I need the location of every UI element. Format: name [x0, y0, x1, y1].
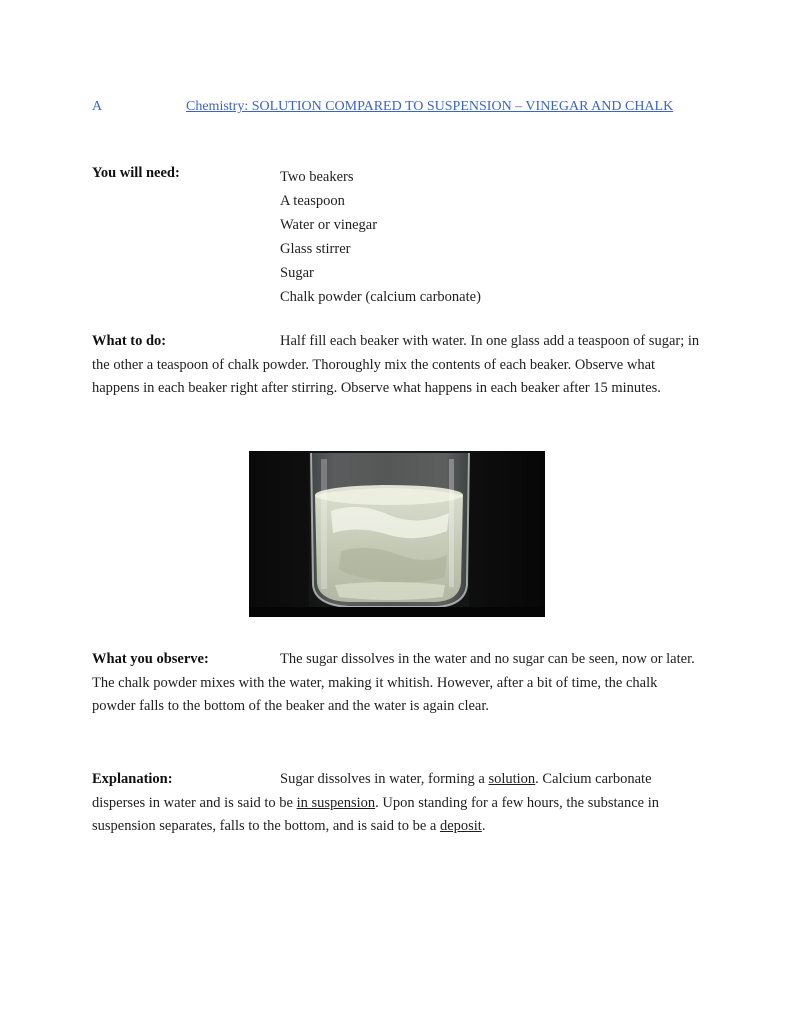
observation-text: The sugar dissolves in the water and no sugar can be seen, now or later. The chalk powder mixes with the water, making it whitish. However, after a bit of time, the chalk powder falls to the bottom of the beaker and the water is again clear.	[92, 651, 695, 714]
explanation-text: . Upon standing for a few hours, the substance in suspension separates, falls to the bottom, and is said to be a	[92, 794, 660, 834]
term-suspension: in suspension	[296, 794, 376, 811]
procedure-text: Half fill each beaker with water. In one glass add a teaspoon of sugar; in the other a teaspoon of chalk powder. Thoroughly mix the contents of each beaker. Observe what happens in each beaker right after stirring. Observe what happens in each beaker after 15 minutes.	[92, 333, 700, 396]
explanation-text: . Calcium carbonate disperses in water and is said to be	[92, 771, 652, 811]
procedure-section	[92, 330, 702, 401]
procedure-label: What to do:	[92, 333, 167, 349]
materials-list	[280, 165, 481, 309]
observation-section	[92, 648, 702, 719]
materials-label: You will need:	[92, 165, 180, 181]
materials-item: Two beakers	[280, 169, 354, 185]
materials-item: Glass stirrer	[280, 241, 351, 257]
beaker-photo	[249, 451, 545, 617]
section-title-link[interactable]	[92, 99, 673, 114]
term-solution: solution	[488, 771, 536, 787]
observation-label: What you observe:	[92, 651, 209, 667]
section-number: A	[92, 99, 103, 114]
section-title-text: Chemistry: SOLUTION COMPARED TO SUSPENSION – VINEGAR AND CHALK	[186, 99, 674, 114]
explanation-label: Explanation:	[92, 771, 173, 787]
beaker-illustration	[249, 451, 545, 617]
materials-item: Water or vinegar	[280, 217, 378, 233]
explanation-section	[92, 768, 702, 839]
materials-item: Sugar	[280, 265, 314, 281]
section-title[interactable]	[92, 94, 692, 119]
explanation-text: Sugar dissolves in water, forming a	[280, 771, 489, 787]
term-deposit: deposit	[439, 818, 482, 834]
materials-item: Chalk powder (calcium carbonate)	[280, 289, 481, 305]
explanation-text: .	[481, 818, 486, 834]
materials-item: A teaspoon	[280, 193, 345, 209]
